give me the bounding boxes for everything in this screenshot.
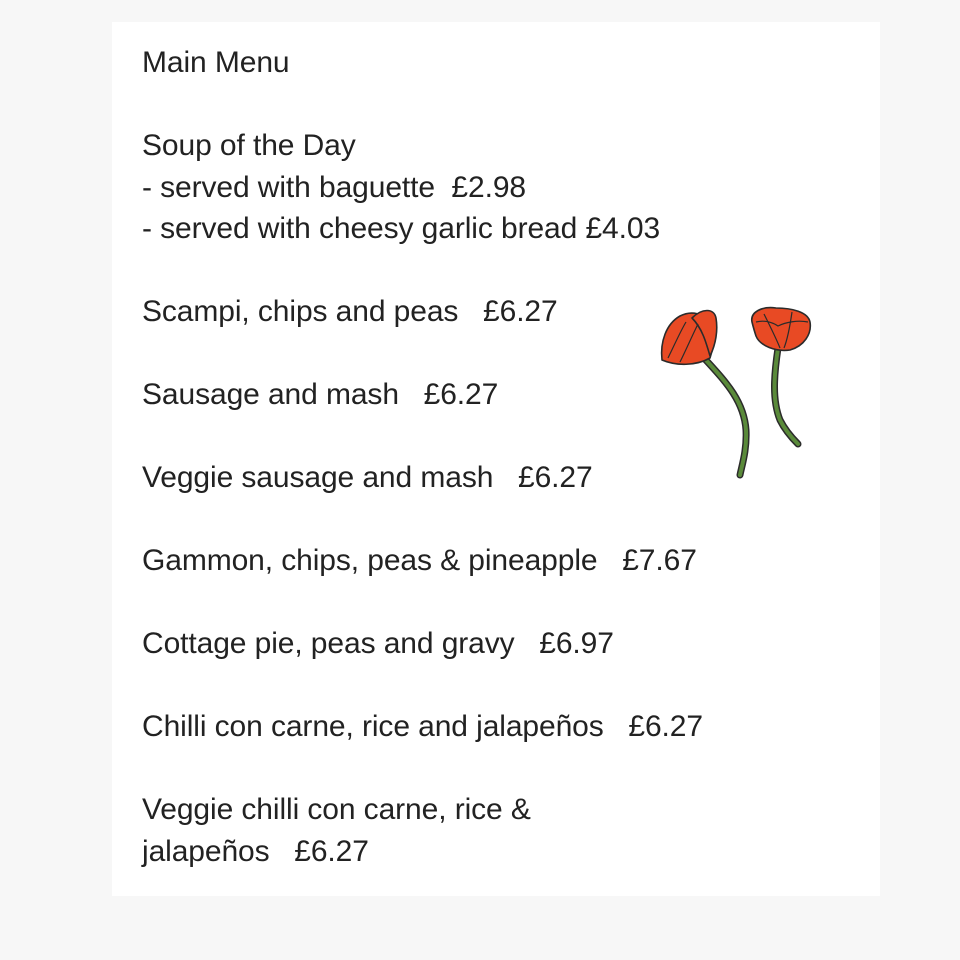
spacer	[142, 250, 832, 292]
spacer	[142, 748, 832, 790]
soup-option-baguette: - served with baguette £2.98	[142, 170, 527, 204]
spacer	[142, 499, 832, 541]
menu-item-cottage-pie: Cottage pie, peas and gravy £6.97	[142, 627, 614, 660]
menu-item-veggie-sausage-mash: Veggie sausage and mash £6.27	[142, 461, 593, 494]
soup-name: Soup of the Day	[142, 129, 356, 162]
poppy-stem-left-fill	[704, 358, 746, 475]
spacer	[142, 582, 832, 624]
menu-item-gammon: Gammon, chips, peas & pineapple £7.67	[142, 544, 697, 577]
menu-item-sausage-mash: Sausage and mash £6.27	[142, 378, 499, 411]
menu-item-chilli: Chilli con carne, rice and jalapeños £6.27	[142, 710, 703, 743]
poppy-stem-left	[704, 358, 746, 475]
menu-item-veggie-chilli-line1: Veggie chilli con carne, rice &	[142, 793, 531, 826]
menu-title: Main Menu	[142, 46, 290, 79]
menu-item-veggie-chilli-line2: jalapeños £6.27	[142, 834, 369, 868]
spacer	[142, 84, 832, 126]
poppy-flower-right	[752, 308, 811, 351]
spacer	[142, 665, 832, 707]
poppy-flower-left	[662, 311, 717, 365]
soup-option-garlic-bread: - served with cheesy garlic bread £4.03	[142, 212, 661, 245]
poppy-flowers-icon	[652, 300, 822, 485]
menu-item-scampi: Scampi, chips and peas £6.27	[142, 295, 558, 328]
